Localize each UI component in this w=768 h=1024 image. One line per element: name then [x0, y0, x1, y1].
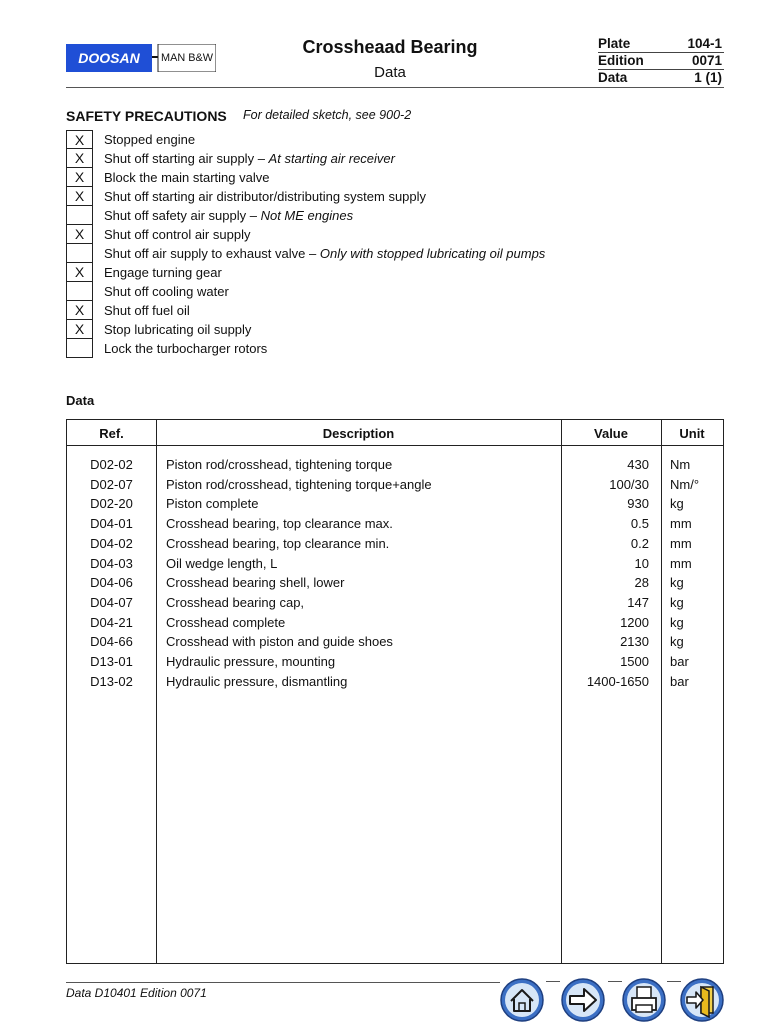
- cell-ref: D02-07: [90, 476, 133, 492]
- label-note: Only with stopped lubricating oil pumps: [319, 246, 546, 261]
- meta-key: Data: [598, 70, 628, 85]
- cell-unit: kg: [670, 634, 684, 650]
- checklist-label: [104, 265, 222, 280]
- checklist-item: [66, 320, 706, 339]
- cell-unit: Nm: [670, 457, 691, 472]
- checklist-item: [66, 149, 706, 168]
- checkbox[interactable]: [66, 339, 93, 358]
- cell-ref: D13-01: [90, 654, 133, 669]
- cell-value: 10: [634, 555, 649, 571]
- cell-value: 100/30: [609, 476, 649, 492]
- checklist-label: Shut off air supply to exhaust valve – Only with stopped lubricating oil pumps: [104, 246, 546, 261]
- cell-value: 147: [627, 594, 649, 610]
- checkbox[interactable]: X: [66, 301, 93, 320]
- table-row: [67, 595, 723, 615]
- divider: [608, 981, 622, 982]
- checklist-label: [104, 303, 190, 318]
- cell-unit: mm: [670, 555, 692, 571]
- safety-checklist: [66, 130, 706, 358]
- data-heading: Data: [66, 393, 95, 408]
- checkbox[interactable]: [66, 206, 93, 225]
- cell-description: Crosshead bearing, top clearance min.: [166, 535, 390, 551]
- label-text: Stop lubricating oil supply: [104, 322, 252, 337]
- cell-description: Crosshead with piston and guide shoes: [166, 634, 393, 650]
- checklist-item: [66, 206, 706, 225]
- cell-unit: kg: [670, 575, 684, 591]
- cell-value: 0.5: [630, 516, 649, 532]
- checkbox[interactable]: X: [66, 130, 93, 149]
- checklist-item: [66, 225, 706, 244]
- label-text: Shut off air supply to exhaust valve: [104, 246, 306, 261]
- meta-data: [598, 70, 722, 87]
- svg-text:MAN B&W: MAN B&W: [161, 52, 214, 64]
- meta-plate: [598, 36, 722, 53]
- table-row: [67, 556, 723, 576]
- checklist-item: [66, 187, 706, 206]
- cell-unit: Nm/°: [670, 476, 700, 492]
- checkbox[interactable]: X: [66, 149, 93, 168]
- meta-key: Plate: [598, 36, 631, 51]
- safety-title: SAFETY PRECAUTIONS: [66, 108, 227, 124]
- cell-ref: D04-07: [90, 594, 133, 610]
- label-text: Shut off cooling water: [104, 284, 229, 299]
- cell-value: 28: [634, 575, 649, 591]
- checklist-item: [66, 244, 706, 263]
- header-row-divider: [67, 445, 723, 446]
- cell-ref: D02-02: [90, 457, 133, 472]
- cell-unit: kg: [670, 614, 684, 630]
- cell-description: Crosshead complete: [166, 614, 286, 630]
- cell-value: 2130: [620, 634, 649, 650]
- divider: [546, 981, 560, 982]
- label-note: Not ME engines: [260, 208, 354, 223]
- cell-description: Crosshead bearing shell, lower: [166, 575, 345, 591]
- cell-ref: D02-20: [90, 496, 133, 512]
- table-row: [67, 634, 723, 654]
- meta-key: Edition: [598, 53, 644, 68]
- safety-note: For detailed sketch, see 900-2: [243, 108, 412, 122]
- checklist-item: [66, 301, 706, 320]
- checklist-item: [66, 168, 706, 187]
- checkbox[interactable]: X: [66, 187, 93, 206]
- cell-ref: D04-21: [90, 614, 133, 630]
- checkbox[interactable]: X: [66, 263, 93, 282]
- checkbox[interactable]: X: [66, 168, 93, 187]
- checkbox[interactable]: [66, 282, 93, 301]
- cell-description: Piston rod/crosshead, tightening torque: [166, 457, 393, 472]
- checklist-label: Shut off starting air supply – At starting air receiver: [104, 151, 395, 166]
- cell-ref: D13-02: [90, 673, 133, 689]
- svg-text:DOOSAN: DOOSAN: [78, 50, 140, 66]
- label-text: Stopped engine: [104, 132, 196, 147]
- cell-description: Piston rod/crosshead, tightening torque+angle: [166, 476, 432, 492]
- checkbox[interactable]: [66, 244, 93, 263]
- label-text: Shut off starting air distributor/distributing system supply: [104, 189, 427, 204]
- home-icon[interactable]: [499, 977, 545, 1023]
- checkbox[interactable]: X: [66, 225, 93, 244]
- label-text: Shut off fuel oil: [104, 303, 190, 318]
- cell-unit: bar: [670, 673, 689, 689]
- cell-description: Oil wedge length, L: [166, 555, 278, 571]
- cell-ref: D04-02: [90, 535, 133, 551]
- footer-text: Data D10401 Edition 0071: [66, 986, 207, 1000]
- checklist-label: [104, 189, 426, 204]
- checkbox[interactable]: X: [66, 320, 93, 339]
- cell-ref: D04-66: [90, 634, 133, 650]
- header-divider: [66, 87, 724, 88]
- checklist-label: [104, 132, 195, 147]
- table-row: [67, 654, 723, 674]
- exit-door-icon[interactable]: [679, 977, 725, 1023]
- table-row: [67, 477, 723, 497]
- checklist-item: [66, 339, 706, 358]
- checklist-item: [66, 130, 706, 149]
- cell-ref: D04-01: [90, 516, 133, 532]
- checklist-label: [104, 341, 267, 356]
- cell-description: Piston complete: [166, 496, 259, 512]
- column-header-ref: Ref.: [99, 426, 124, 441]
- label-note: At starting air receiver: [268, 151, 395, 166]
- label-text: Lock the turbocharger rotors: [104, 341, 268, 356]
- meta-value: 1 (1): [694, 70, 722, 85]
- column-header-description: Description: [322, 426, 395, 441]
- cell-value: 1400-1650: [586, 673, 649, 689]
- cell-description: Crosshead bearing, top clearance max.: [166, 516, 393, 532]
- cell-value: 0.2: [630, 535, 649, 551]
- table-row: [67, 575, 723, 595]
- checklist-label: [104, 227, 250, 242]
- cell-value: 430: [627, 457, 649, 472]
- meta-value: 104-1: [687, 36, 722, 51]
- footer-divider: [66, 982, 500, 983]
- table-row: [67, 674, 723, 694]
- label-text: Shut off safety air supply: [104, 208, 247, 223]
- cell-unit: kg: [670, 594, 684, 610]
- checklist-label: [104, 322, 251, 337]
- cell-description: Hydraulic pressure, dismantling: [166, 673, 348, 689]
- label-text: Block the main starting valve: [104, 170, 270, 185]
- cell-value: 930: [627, 496, 649, 512]
- label-text: Engage turning gear: [104, 265, 222, 280]
- data-table: [66, 419, 724, 964]
- cell-unit: kg: [670, 496, 684, 512]
- table-row: [67, 536, 723, 556]
- checklist-item: [66, 282, 706, 301]
- cell-description: Crosshead bearing cap,: [166, 594, 305, 610]
- cell-unit: mm: [670, 535, 692, 551]
- column-header-value: Value: [594, 426, 628, 441]
- print-icon[interactable]: [621, 977, 667, 1023]
- cell-value: 1500: [620, 654, 649, 669]
- cell-unit: bar: [670, 654, 689, 669]
- cell-description: Hydraulic pressure, mounting: [166, 654, 336, 669]
- next-arrow-icon[interactable]: [560, 977, 606, 1023]
- checklist-label: [104, 170, 269, 185]
- checklist-item: [66, 263, 706, 282]
- column-header-unit: Unit: [679, 426, 705, 441]
- cell-ref: D04-06: [90, 575, 133, 591]
- doosan-man-logo: [66, 44, 216, 72]
- table-row: [67, 496, 723, 516]
- label-text: Shut off starting air supply: [104, 151, 255, 166]
- document-title: Crossheaad Bearing: [302, 37, 478, 57]
- checklist-label: Shut off safety air supply – Not ME engines: [104, 208, 354, 223]
- table-row: [67, 615, 723, 635]
- cell-value: 1200: [620, 614, 649, 630]
- cell-ref: D04-03: [90, 555, 133, 571]
- meta-edition: [598, 53, 722, 70]
- meta-value: 0071: [691, 53, 722, 68]
- checklist-label: [104, 284, 229, 299]
- label-text: Shut off control air supply: [104, 227, 251, 242]
- document-subtitle: Data: [374, 64, 406, 81]
- table-row: [67, 457, 723, 477]
- table-row: [67, 516, 723, 536]
- cell-unit: mm: [670, 516, 692, 532]
